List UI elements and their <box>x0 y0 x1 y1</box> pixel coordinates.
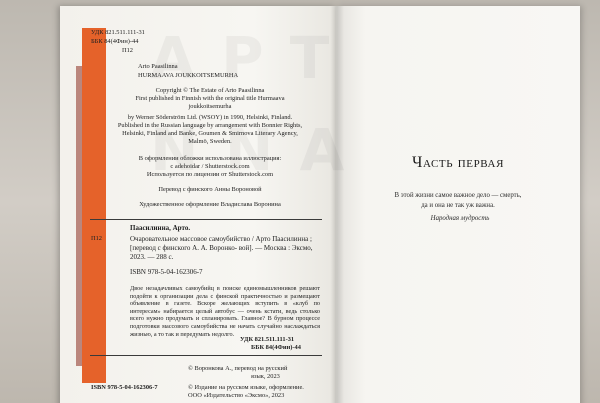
credit-line-4: ООО «Издательство «Эксмо», 2023 <box>188 392 285 399</box>
catalog-description: Очаровательное массовое самоубийство / Арто Паасилинна ; [перевод с финского А. А. Воронко- вой]. — Москва : Эксмо, 2023. — 288 с. <box>130 235 313 261</box>
copyright-line-3: joukkoitsemurha <box>188 103 232 110</box>
catalog-author: Паасилинна, Арто. <box>130 224 191 232</box>
copyright-line-5: Published in the Russian language by arrangement with Bonnier Rights, <box>117 122 303 129</box>
section-divider-top <box>90 219 322 220</box>
catalog-code: П12 <box>91 235 103 242</box>
credit-line-3: © Издание на русском языке, оформление. <box>188 384 304 391</box>
epigraph-source: Народная мудрость <box>430 215 490 222</box>
catalog-isbn: ISBN 978-5-04-162306-7 <box>130 268 203 276</box>
part-heading: Часть первая <box>411 154 505 171</box>
copyright-line-7: Malmö, Sweden. <box>188 138 232 145</box>
credit-line-1: © Воронкова А., перевод на русский <box>188 365 288 372</box>
catalog-code-top: П12 <box>122 47 134 54</box>
section-divider-bottom <box>90 355 322 356</box>
bbk-code: ББК 84(4Фин)-44 <box>91 38 139 45</box>
udk-code-bottom: УДК 821.511.111-31 <box>240 336 295 343</box>
orange-accent-strip <box>82 28 106 383</box>
illustration-line-3: Используется по лицензии от Shutterstock.com <box>146 171 274 178</box>
designer-credit: Художественное оформление Владислава Воронина <box>139 201 281 208</box>
copyright-line-6: Helsinki, Finland and Banke, Goumen & Smirnova Literary Agency, <box>122 130 298 137</box>
epigraph-line-2: да и она не так уж важна. <box>421 202 495 209</box>
original-author: Arto Paasilinna <box>138 63 178 70</box>
book-annotation: Двое незадачливых самоубийц в поиске единомышленников решают подойти к организации дела с финской практичностью и размещают объявление в газете. Вскоре желающих вступить в «клуб по интересам» набирается целый автобус — очень кстати, ведь столько всего нужно продумать и спланировать. Главное? В бурном процессе подготовки массового самоубийства не начать случайно наслаждаться жизнью, а то так и передумать недолго. <box>130 285 320 338</box>
bleedthrough-letters <box>150 24 332 92</box>
bbk-code-bottom: ББК 84(4Фин)-44 <box>251 344 301 351</box>
epigraph-line-1: В этой жизни самое важное дело — смерть, <box>394 192 522 199</box>
copyright-line-2: First published in Finnish with the original title Hurmaava <box>135 95 285 102</box>
credit-line-2: язык, 2023 <box>251 373 280 380</box>
copyright-line-1: Copyright © The Estate of Arto Paasilinna <box>155 87 265 94</box>
copyright-line-4: by Werner Söderström Ltd. (WSOY) in 1990, Helsinki, Finland. <box>127 114 293 121</box>
translator-credit: Перевод с финского Анны Вороновой <box>158 186 262 193</box>
isbn-bottom: ISBN 978-5-04-162306-7 <box>91 384 158 391</box>
illustration-line-2: c adehoidar / Shutterstock.com <box>170 163 250 170</box>
open-book <box>40 6 560 403</box>
original-title: HURMAAVA JOUKKOITSEMURHA <box>138 72 239 79</box>
illustration-line-1: В оформлении обложки использована иллюстрация: <box>138 155 282 162</box>
udk-code: УДК 821.511.111-31 <box>91 29 145 36</box>
